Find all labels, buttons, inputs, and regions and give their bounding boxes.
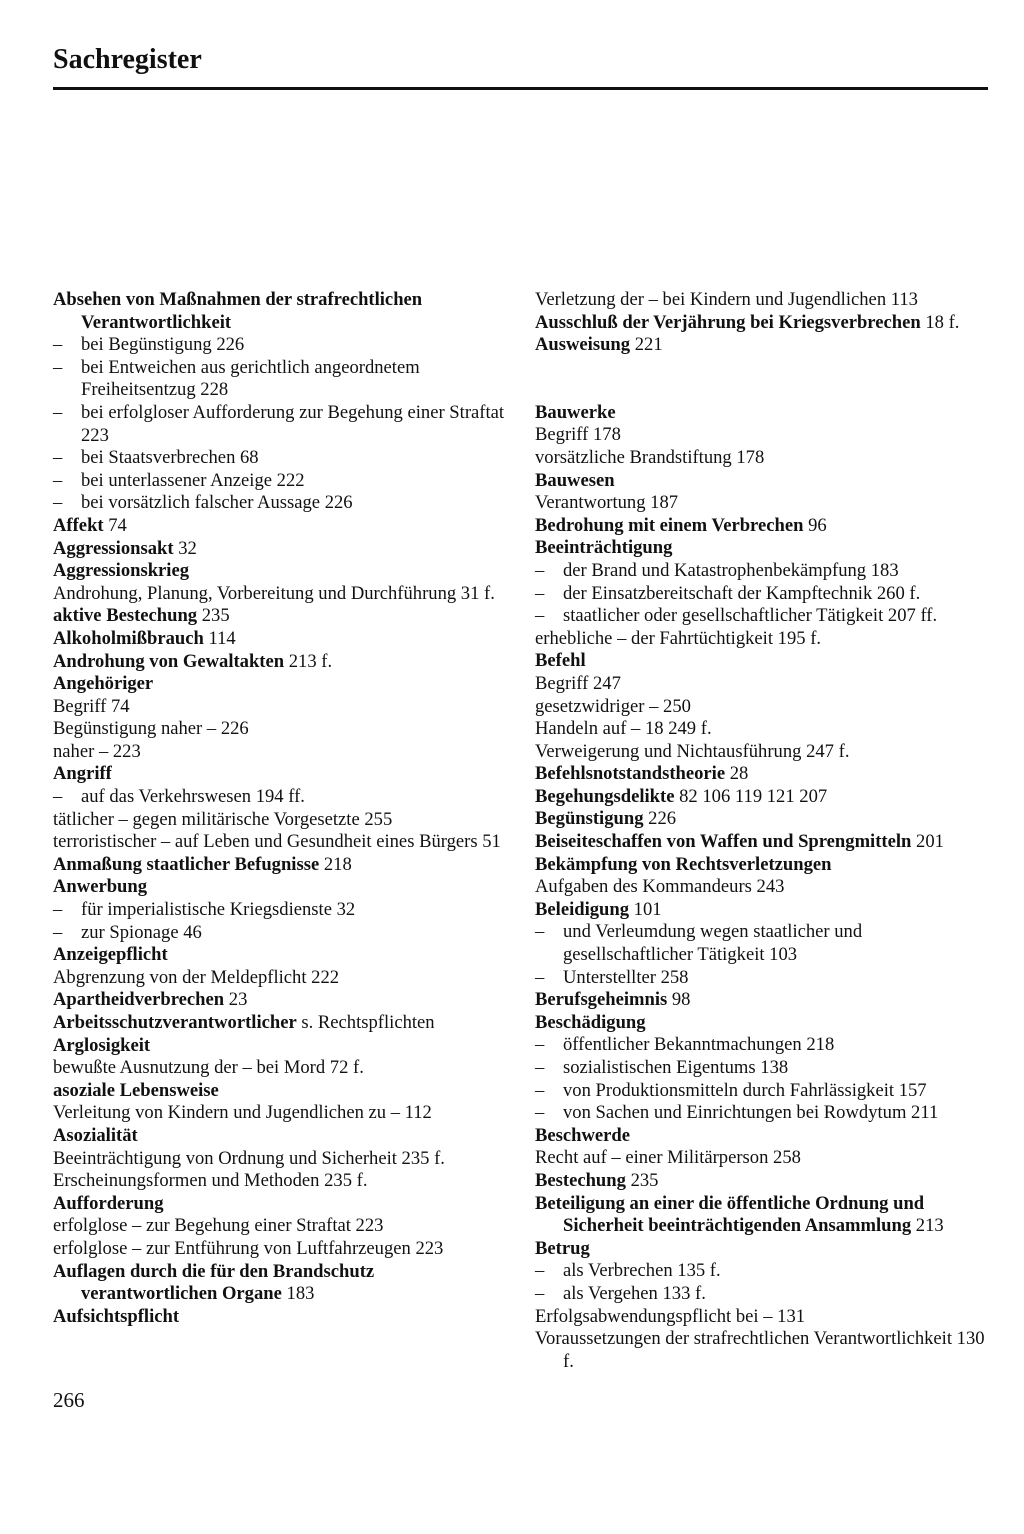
index-heading: Bekämpfung von Rechtsverletzungen (535, 853, 832, 875)
index-heading: Betrug (535, 1237, 590, 1259)
index-group-right-main (535, 402, 989, 1374)
index-reference: 183 (281, 1283, 315, 1305)
index-subentry: bewußte Ausnutzung der – bei Mord 72 f. (53, 1057, 364, 1079)
index-reference: 235 (625, 1169, 659, 1191)
index-subentry: Beeinträchtigung von Ordnung und Sicherheit 235 f. (53, 1147, 445, 1169)
index-reference: 213 f. (284, 650, 333, 672)
dash-marker: – (535, 605, 545, 627)
index-entry (535, 831, 989, 854)
index-term: Beleidigung (535, 898, 630, 920)
index-subentry (53, 899, 505, 922)
index-subentry: erfolglose – zur Begehung einer Straftat 223 (53, 1215, 384, 1237)
index-subentry-text: zur Spionage 46 (81, 921, 202, 943)
index-term: Anmaßung staatlicher Befugnisse (53, 853, 320, 875)
index-column-right (535, 289, 989, 1373)
dash-marker: – (53, 492, 63, 514)
index-reference: 218 (319, 853, 352, 875)
index-subentry-text: öffentlicher Bekanntmachungen 218 (563, 1034, 835, 1056)
index-subentry (53, 922, 505, 945)
index-term: Ausweisung (535, 334, 631, 356)
index-heading: Arglosigkeit (53, 1034, 151, 1056)
index-subentry: Aufgaben des Kommandeurs 243 (535, 876, 785, 898)
index-reference: 28 (725, 763, 749, 785)
dash-marker: – (53, 356, 63, 378)
dash-marker: – (535, 1057, 545, 1078)
index-subentry: Begriff 74 (53, 695, 130, 717)
index-heading: Beschädigung (535, 1011, 646, 1033)
index-term: Begünstigung (535, 808, 644, 830)
index-entry (53, 538, 505, 561)
index-term: Arbeitsschutzverantwortlicher (53, 1012, 297, 1033)
index-subentry-text: bei vorsätzlich falscher Aussage 226 (81, 492, 353, 514)
index-entry (53, 515, 505, 538)
index-subentry-text: bei erfolgloser Aufforderung zur Begehung einer Straftat 223 (81, 401, 505, 446)
dash-marker: – (53, 401, 63, 423)
index-subentry (53, 470, 505, 493)
index-heading: Angehöriger (53, 673, 154, 695)
index-heading: Bauwerke (535, 401, 616, 423)
index-term: Apartheidverbrechen (53, 989, 225, 1011)
index-subentry (535, 560, 989, 583)
index-subentry: Erscheinungsformen und Methoden 235 f. (53, 1170, 368, 1192)
index-subentry (535, 1283, 989, 1306)
index-reference: 226 (643, 808, 677, 830)
index-subentry (535, 921, 989, 966)
index-term: Affekt (53, 514, 104, 536)
index-subentry (53, 334, 505, 357)
index-subentry-text: sozialistischen Eigentums 138 (563, 1057, 789, 1078)
index-term: Berufsgeheimnis (535, 989, 668, 1011)
index-subentry (53, 492, 505, 515)
page-title: Sachregister (53, 44, 202, 75)
index-subentry: terroristischer – auf Leben und Gesundheit eines Bürgers 51 (53, 831, 501, 853)
index-entry (535, 1193, 989, 1238)
index-subentry (53, 786, 505, 809)
index-term: Bedrohung mit einem Verbrechen (535, 514, 804, 536)
index-reference: 32 (173, 537, 197, 559)
index-heading: Bauwesen (535, 469, 615, 491)
index-heading: Anzeigepflicht (53, 944, 168, 966)
title-rule (53, 87, 988, 90)
index-heading: Angriff (53, 763, 112, 785)
index-term: Alkoholmißbrauch (53, 627, 204, 649)
index-subentry (53, 357, 505, 402)
index-subentry-text: bei Entweichen aus gerichtlich angeordnetem Freiheitsentzug 228 (81, 356, 420, 401)
index-heading: Beeinträchtigung (535, 537, 673, 559)
index-subentry-text: von Produktionsmitteln durch Fahrlässigkeit 157 (563, 1079, 927, 1101)
index-subentry-text: staatlicher oder gesellschaftlicher Tätigkeit 207 ff. (563, 605, 938, 627)
index-entry (535, 334, 989, 357)
index-subentry: vorsätzliche Brandstiftung 178 (535, 446, 765, 468)
index-term: aktive Bestechung (53, 605, 198, 627)
index-subentry-text: bei Begünstigung 226 (81, 334, 245, 356)
index-subentry (535, 1034, 989, 1057)
index-subentry: Abgrenzung von der Meldepflicht 222 (53, 966, 340, 988)
index-subentry: Erfolgsabwendungspflicht bei – 131 (535, 1305, 806, 1327)
index-subentry-text: auf das Verkehrswesen 194 ff. (81, 786, 305, 808)
dash-marker: – (53, 786, 63, 808)
dash-marker: – (535, 559, 545, 581)
index-term: Androhung von Gewaltakten (53, 650, 285, 672)
index-entry (535, 763, 989, 786)
index-reference: 82 106 119 121 207 (674, 785, 828, 807)
index-heading: Beschwerde (535, 1124, 631, 1146)
index-subentry-text: bei unterlassener Anzeige 222 (81, 469, 305, 491)
index-subentry (535, 1260, 989, 1283)
index-reference: 74 (103, 514, 127, 536)
index-term: Bestechung (535, 1169, 626, 1191)
index-subentry-text: als Verbrechen 135 f. (563, 1260, 721, 1282)
index-subentry: Handeln auf – 18 249 f. (535, 718, 712, 740)
index-column-left (53, 289, 505, 1328)
dash-marker: – (535, 1260, 545, 1282)
index-subentry-text: bei Staatsverbrechen 68 (81, 447, 259, 469)
index-reference: 201 (911, 831, 944, 853)
index-entry (53, 1012, 505, 1035)
index-subentry: Verletzung der – bei Kindern und Jugendlichen 113 (535, 289, 918, 310)
index-term: Auflagen durch die für den Brandschutz verantwortlichen Organe (53, 1260, 375, 1305)
index-entry (53, 854, 505, 877)
index-term: Beteiligung an einer die öffentliche Ordnung und Sicherheit beeinträchtigenden Ansammlung (535, 1192, 925, 1237)
dash-marker: – (535, 1079, 545, 1101)
index-subentry: Recht auf – einer Militärperson 258 (535, 1147, 801, 1169)
index-entry (53, 651, 505, 674)
index-subentry (535, 1057, 989, 1080)
index-subentry (535, 967, 989, 990)
index-subentry-text: Unterstellter 258 (563, 966, 689, 988)
index-subentry (535, 1080, 989, 1103)
index-heading: Anwerbung (53, 876, 148, 898)
index-term: Begehungsdelikte (535, 785, 675, 807)
index-subentry: Voraussetzungen der strafrechtlichen Verantwortlichkeit 130 f. (535, 1328, 985, 1372)
index-entry (535, 786, 989, 809)
index-subentry: Begriff 247 (535, 672, 621, 694)
index-entry (53, 989, 505, 1012)
index-entry (535, 808, 989, 831)
index-reference: 23 (224, 989, 248, 1011)
index-reference: 96 (803, 514, 827, 536)
dash-marker: – (53, 899, 63, 921)
dash-marker: – (535, 1282, 545, 1304)
index-subentry-text: für imperialistische Kriegsdienste 32 (81, 899, 356, 921)
index-reference: s. Rechtspflichten (296, 1012, 435, 1033)
index-subentry: naher – 223 (53, 740, 141, 762)
index-subentry: erhebliche – der Fahrtüchtigkeit 195 f. (535, 627, 822, 649)
index-entry (535, 899, 989, 922)
index-entry (535, 1170, 989, 1193)
index-reference: 235 (197, 605, 230, 627)
index-heading: Aufsichtspflicht (53, 1305, 180, 1327)
index-subentry-text: von Sachen und Einrichtungen bei Rowdytum 211 (563, 1102, 939, 1124)
dash-marker: – (535, 921, 545, 943)
index-reference: 98 (667, 989, 691, 1011)
dash-marker: – (53, 447, 63, 469)
dash-marker: – (53, 921, 63, 943)
index-subentry (535, 1102, 989, 1125)
index-heading: asoziale Lebensweise (53, 1079, 219, 1101)
index-heading: Aggressionskrieg (53, 560, 190, 582)
index-subentry: Begünstigung naher – 226 (53, 718, 249, 740)
dash-marker: – (53, 334, 63, 356)
index-term: Ausschluß der Verjährung bei Kriegsverbrechen (535, 311, 921, 333)
dash-marker: – (53, 469, 63, 491)
index-heading: Aufforderung (53, 1192, 164, 1214)
index-subentry (53, 402, 505, 447)
index-subentry: Verleitung von Kindern und Jugendlichen zu – 112 (53, 1102, 432, 1124)
index-entry (535, 515, 989, 538)
index-entry (53, 628, 505, 651)
index-reference: 221 (630, 334, 663, 356)
index-entry (535, 989, 989, 1012)
index-entry (535, 312, 989, 335)
index-term: Befehlsnotstandstheorie (535, 763, 726, 785)
index-heading: Absehen von Maßnahmen der strafrechtlichen Verantwortlichkeit (53, 289, 423, 333)
index-subentry: Androhung, Planung, Vorbereitung und Durchführung 31 f. (53, 582, 495, 604)
index-subentry (535, 583, 989, 606)
index-reference: 101 (629, 898, 662, 920)
index-subentry (53, 447, 505, 470)
index-subentry (535, 605, 989, 628)
index-term: Aggressionsakt (53, 537, 174, 559)
index-reference: 18 f. (920, 311, 960, 333)
section-gap (535, 357, 989, 402)
index-subentry: Verweigerung und Nichtausführung 247 f. (535, 740, 850, 762)
index-subentry-text: der Brand und Katastrophenbekämpfung 183 (563, 559, 899, 581)
index-subentry-text: als Vergehen 133 f. (563, 1282, 706, 1304)
index-heading: Asozialität (53, 1124, 138, 1146)
dash-marker: – (535, 582, 545, 604)
index-subentry: gesetzwidriger – 250 (535, 695, 691, 717)
index-term: Beiseiteschaffen von Waffen und Sprengmitteln (535, 831, 912, 853)
index-subentry: Begriff 178 (535, 424, 621, 446)
index-subentry: erfolglose – zur Entführung von Luftfahrzeugen 223 (53, 1237, 444, 1259)
dash-marker: – (535, 1102, 545, 1124)
page-number: 266 (53, 1388, 85, 1412)
index-entry (53, 605, 505, 628)
index-reference: 114 (203, 627, 236, 649)
index-subentry-text: und Verleumdung wegen staatlicher und gesellschaftlicher Tätigkeit 103 (563, 921, 863, 966)
index-reference: 213 (911, 1215, 944, 1237)
index-subentry: Verantwortung 187 (535, 492, 679, 514)
index-subentry: tätlicher – gegen militärische Vorgesetzte 255 (53, 808, 393, 830)
dash-marker: – (535, 966, 545, 988)
dash-marker: – (535, 1034, 545, 1056)
index-heading: Befehl (535, 650, 586, 672)
index-entry (53, 1261, 505, 1306)
index-group-right-top (535, 289, 989, 357)
index-subentry-text: der Einsatzbereitschaft der Kampftechnik 260 f. (563, 582, 921, 604)
